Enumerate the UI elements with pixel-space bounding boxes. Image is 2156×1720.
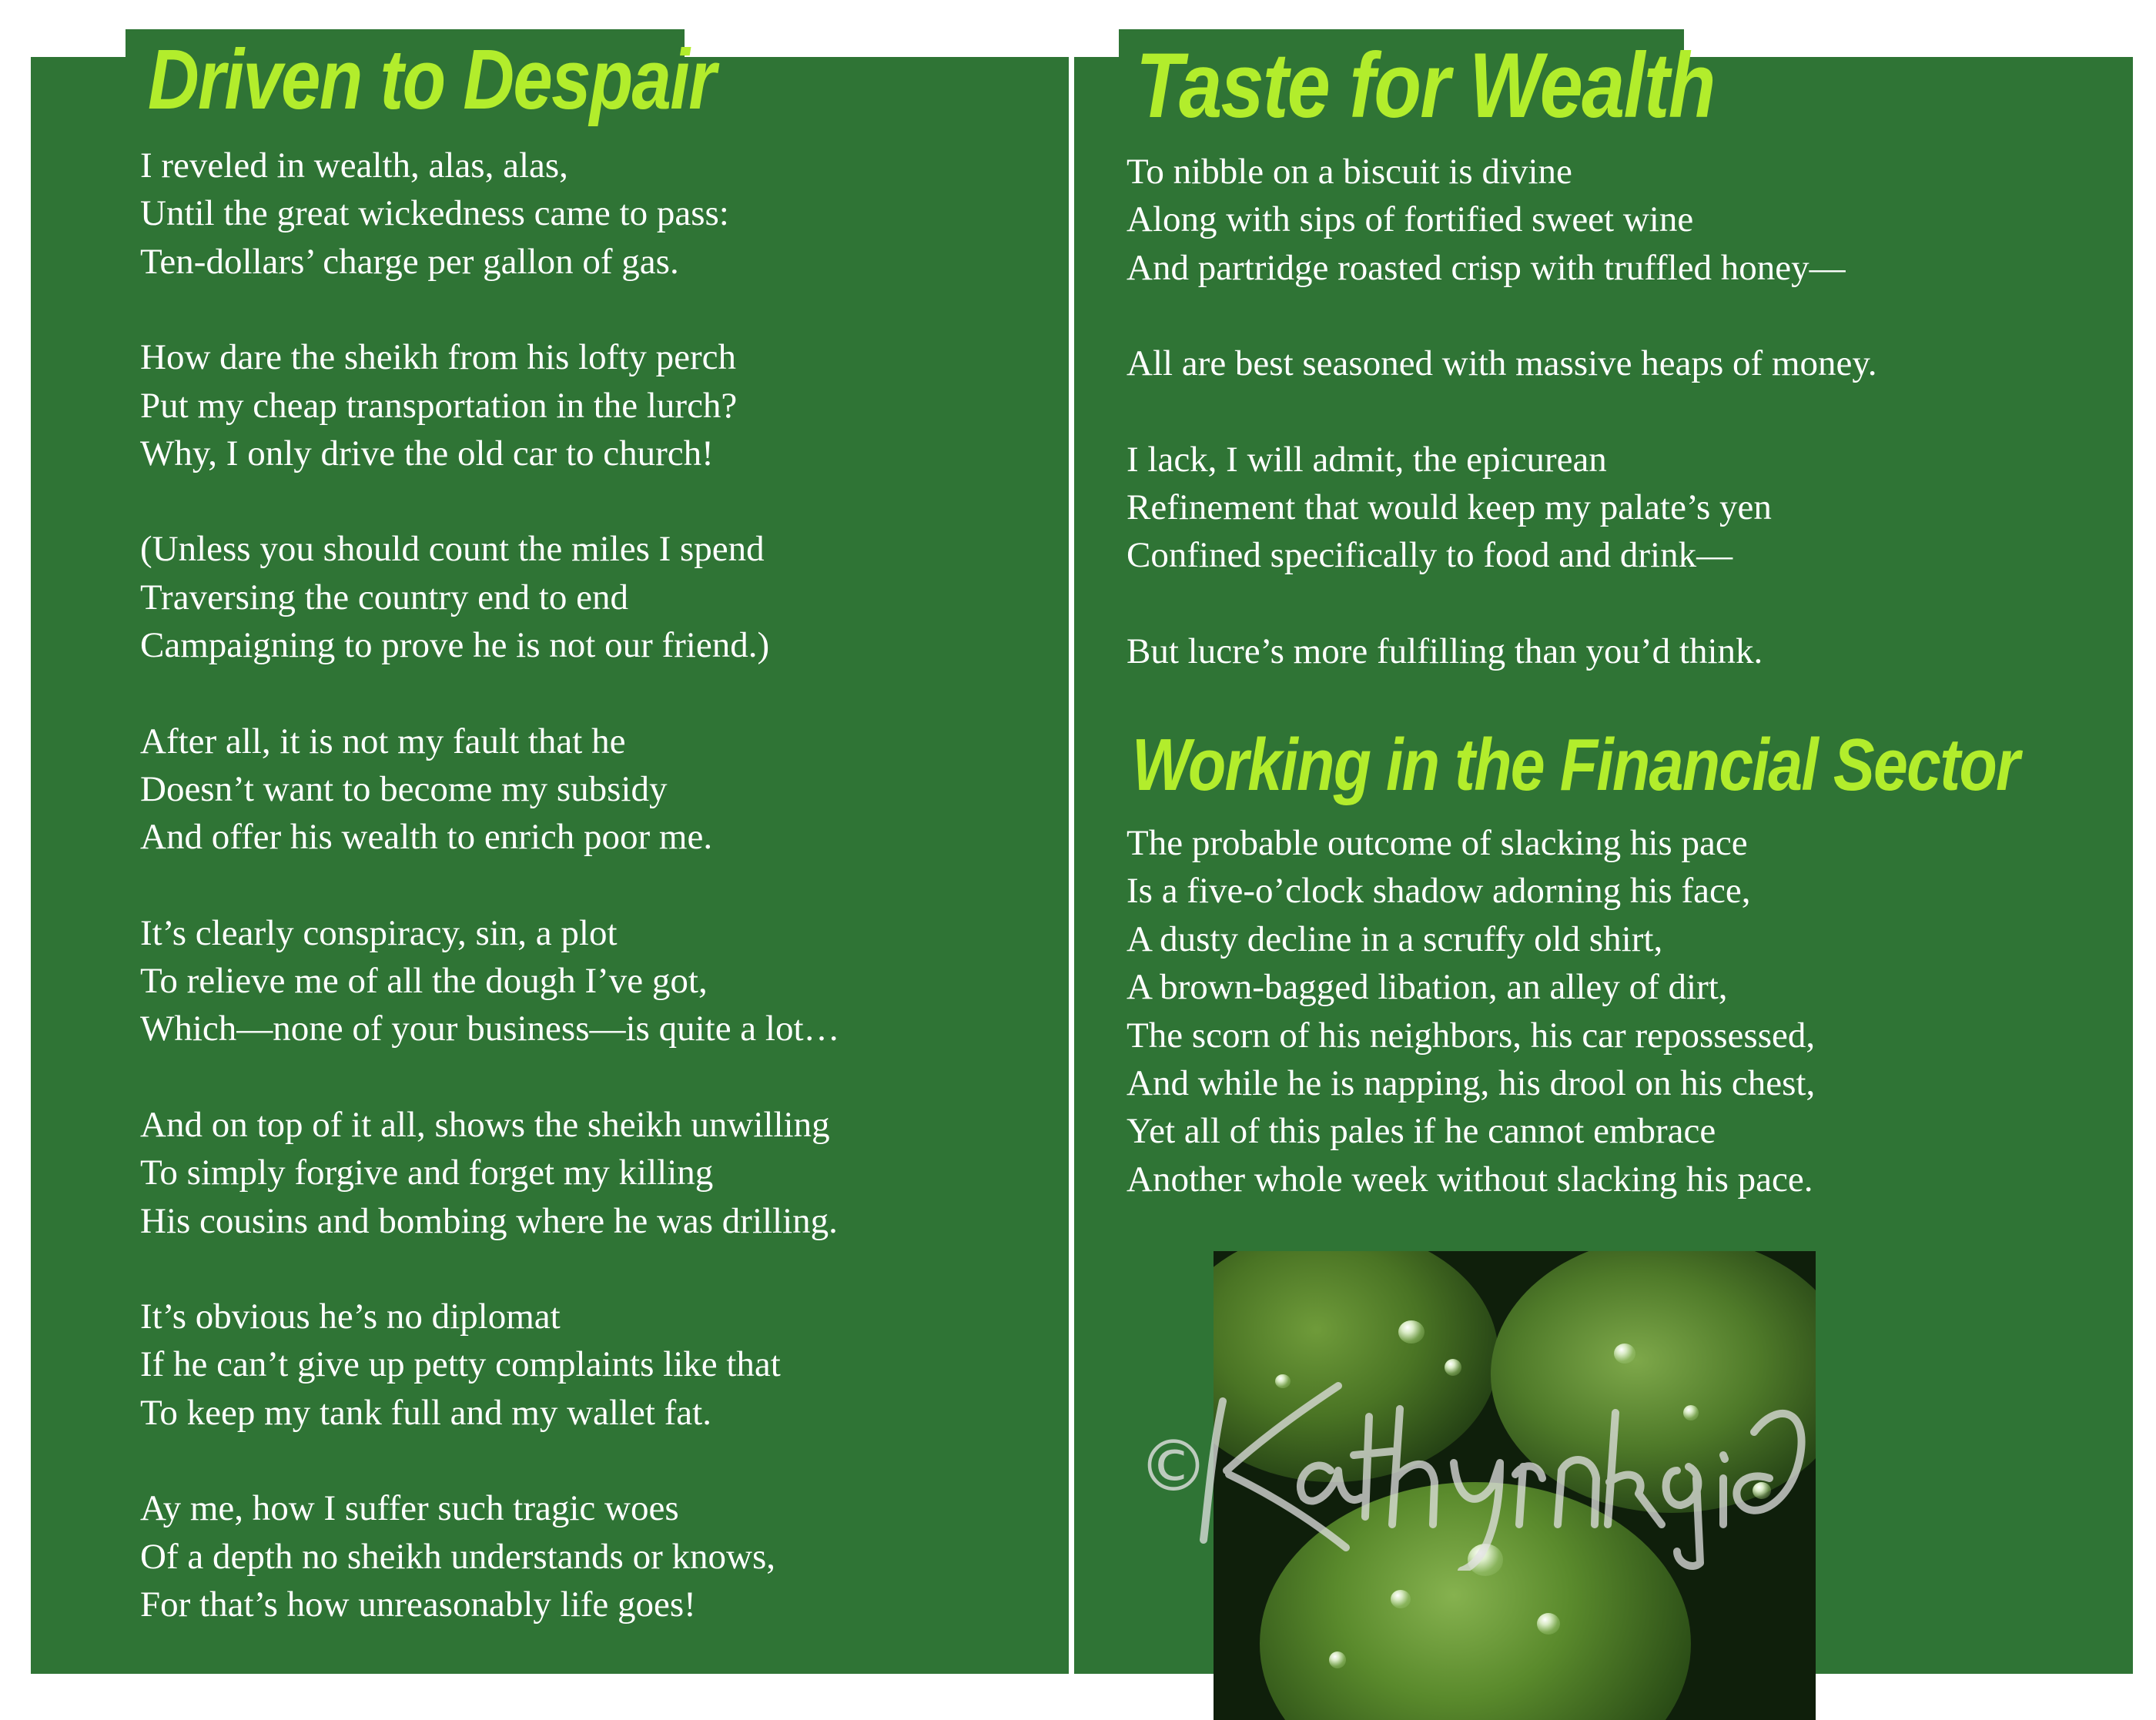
poem-line: It’s obvious he’s no diplomat: [140, 1297, 561, 1337]
stanza: [1127, 148, 1877, 292]
stanza: [140, 718, 840, 862]
stanza: [140, 525, 840, 669]
signature-watermark: [1138, 1340, 1831, 1571]
poem-line: Which—none of your business—is quite a lot…: [140, 1009, 840, 1049]
copyright-symbol: ©: [1138, 1425, 1209, 1508]
poem-line: Campaigning to prove he is not our friend.): [140, 625, 770, 666]
poem-title-driven-to-despair: Driven to Despair: [148, 32, 715, 127]
poem-line: A brown-bagged libation, an alley of dirt,: [1127, 967, 1728, 1008]
poem-line: And offer his wealth to enrich poor me.: [140, 817, 713, 858]
stanza: [140, 909, 840, 1053]
poem-line: For that’s how unreasonably life goes!: [140, 1584, 696, 1625]
poem-line: Why, I only drive the old car to church!: [140, 433, 714, 474]
poem-line: Ten-dollars’ charge per gallon of gas.: [140, 241, 679, 282]
poem-line: Another whole week without slacking his pace.: [1127, 1159, 1813, 1200]
poem-line: I reveled in wealth, alas, alas,: [140, 146, 568, 186]
stanza: [1127, 819, 1815, 1203]
water-droplet: [1329, 1651, 1346, 1668]
poem-line: To keep my tank full and my wallet fat.: [140, 1392, 711, 1433]
poem-line: And partridge roasted crisp with truffled honey—: [1127, 247, 1846, 288]
poem-line: To relieve me of all the dough I’ve got,: [140, 961, 708, 1002]
poem-line: Along with sips of fortified sweet wine: [1127, 199, 1694, 240]
poem-line: But lucre’s more fulfilling than you’d think.: [1127, 631, 1763, 671]
water-droplet: [1391, 1590, 1411, 1608]
poem-line: Until the great wickedness came to pass:: [140, 193, 729, 234]
poem-line: Is a five-o’clock shadow adorning his face,: [1127, 871, 1751, 912]
poem-line: Doesn’t want to become my subsidy: [140, 768, 668, 809]
signature-icon: [1138, 1340, 1831, 1571]
poem-line: If he can’t give up petty complaints like that: [140, 1344, 781, 1385]
poem-line: A dusty decline in a scruffy old shirt,: [1127, 919, 1663, 959]
poem-line: The scorn of his neighbors, his car repossessed,: [1127, 1015, 1816, 1056]
stanza: [140, 1293, 840, 1437]
poem-line: I lack, I will admit, the epicurean: [1127, 439, 1607, 480]
poem-line: His cousins and bombing where he was drilling.: [140, 1200, 838, 1241]
stanza: [140, 142, 840, 286]
stanza: [1127, 627, 1877, 675]
poem-taste-for-wealth: [1127, 148, 1877, 675]
poem-line: Confined specifically to food and drink—: [1127, 535, 1733, 576]
poem-title-taste-for-wealth: Taste for Wealth: [1136, 34, 1715, 137]
poem-line: Traversing the country end to end: [140, 577, 628, 617]
water-droplet: [1537, 1613, 1560, 1635]
poem-line: Ay me, how I suffer such tragic woes: [140, 1488, 679, 1529]
stanza: [140, 1101, 840, 1245]
poem-driven-to-despair: [140, 142, 840, 1628]
poem-line: Put my cheap transportation in the lurch?: [140, 385, 738, 426]
stanza: [1127, 436, 1877, 580]
stanza: [140, 1484, 840, 1628]
poem-line: (Unless you should count the miles I spend: [140, 529, 765, 570]
poem-line: It’s clearly conspiracy, sin, a plot: [140, 912, 618, 953]
stanza: [140, 333, 840, 477]
poem-line: Refinement that would keep my palate’s yen: [1127, 487, 1772, 527]
poem-working-in-the-financial-sector: [1127, 819, 1815, 1203]
poem-line: And on top of it all, shows the sheikh unwilling: [140, 1104, 830, 1145]
poem-line: To simply forgive and forget my killing: [140, 1153, 714, 1193]
poem-line: Yet all of this pales if he cannot embrace: [1127, 1111, 1716, 1152]
poem-line: To nibble on a biscuit is divine: [1127, 152, 1572, 192]
poem-line: The probable outcome of slacking his pace: [1127, 823, 1748, 863]
poem-title-working-in-the-financial-sector: Working in the Financial Sector: [1132, 724, 2019, 806]
poem-line: How dare the sheikh from his lofty perch: [140, 337, 736, 378]
poem-line: After all, it is not my fault that he: [140, 721, 626, 761]
poem-line: And while he is napping, his drool on his chest,: [1127, 1062, 1816, 1103]
poem-line: Of a depth no sheikh understands or knows,: [140, 1536, 775, 1577]
poem-line: All are best seasoned with massive heaps of money.: [1127, 343, 1877, 384]
stanza: [1127, 340, 1877, 387]
